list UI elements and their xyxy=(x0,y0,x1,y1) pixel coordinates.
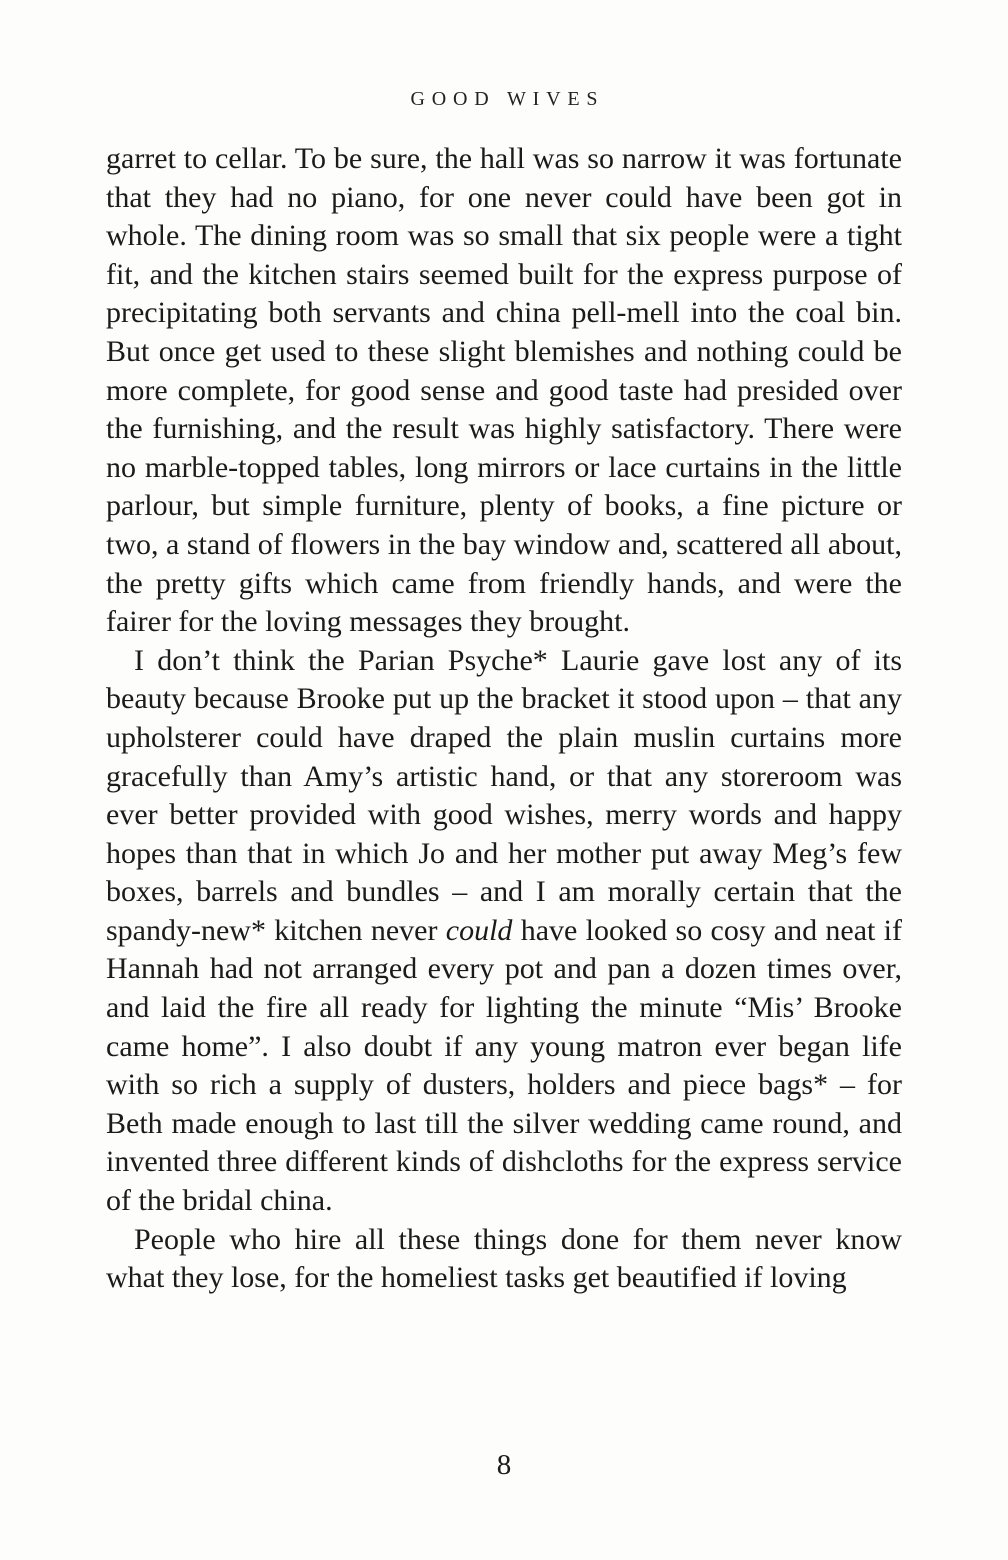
page-number: 8 xyxy=(496,1449,512,1481)
page-body xyxy=(106,140,902,1298)
italic-text-run: could xyxy=(445,913,513,947)
text-run: have looked so cosy and neat if Hannah had not arranged every pot and pan a dozen times over, and laid the fire all ready for lighting the minute “Mis’ Brooke came home”. I also doubt if any young matron ever began life with so rich a supply of dusters, holders and piece bags* – for Beth made enough to last till the silver wedding came round, and invented three different kinds of dishcloths for the express service of the bridal china. xyxy=(106,913,902,1218)
text-run: I don’t think the Parian Psyche* Laurie gave lost any of its beauty because Brooke put up the bracket it stood upon – that any upholsterer could have draped the plain muslin curtains more gracefully than Amy’s artistic hand, or that any storeroom was ever better provided with good wishes, merry words and happy hopes than that in which Jo and her mother put away Meg’s few boxes, barrels and bundles – and I am morally certain that the spandy-new* kitchen never xyxy=(106,643,902,947)
running-header: GOOD WIVES xyxy=(410,88,605,110)
text-run: garret to cellar. To be sure, the hall was so narrow it was fortunate that they had no piano, for one never could have been got in whole. The dining room was so small that six people were a tight fit, and the kitchen stairs seemed built for the express purpose of precipitating both servants and china pell-mell into the coal bin. But once get used to these slight blemishes and nothing could be more complete, for good sense and good taste had presided over the furnishing, and the result was highly satisfactory. There were no marble-topped tables, long mirrors or lace curtains in the little parlour, but simple furniture, plenty of books, a fine picture or two, a stand of flowers in the bay window and, scattered all about, the pretty gifts which came from friendly hands, and were the fairer for the loving messages they brought. xyxy=(106,142,902,639)
paragraph xyxy=(106,140,902,642)
paragraph xyxy=(106,642,902,1221)
text-run: People who hire all these things done for them never know what they lose, for the homeliest tasks get beautified if loving xyxy=(106,1222,902,1295)
paragraph xyxy=(106,1221,902,1298)
